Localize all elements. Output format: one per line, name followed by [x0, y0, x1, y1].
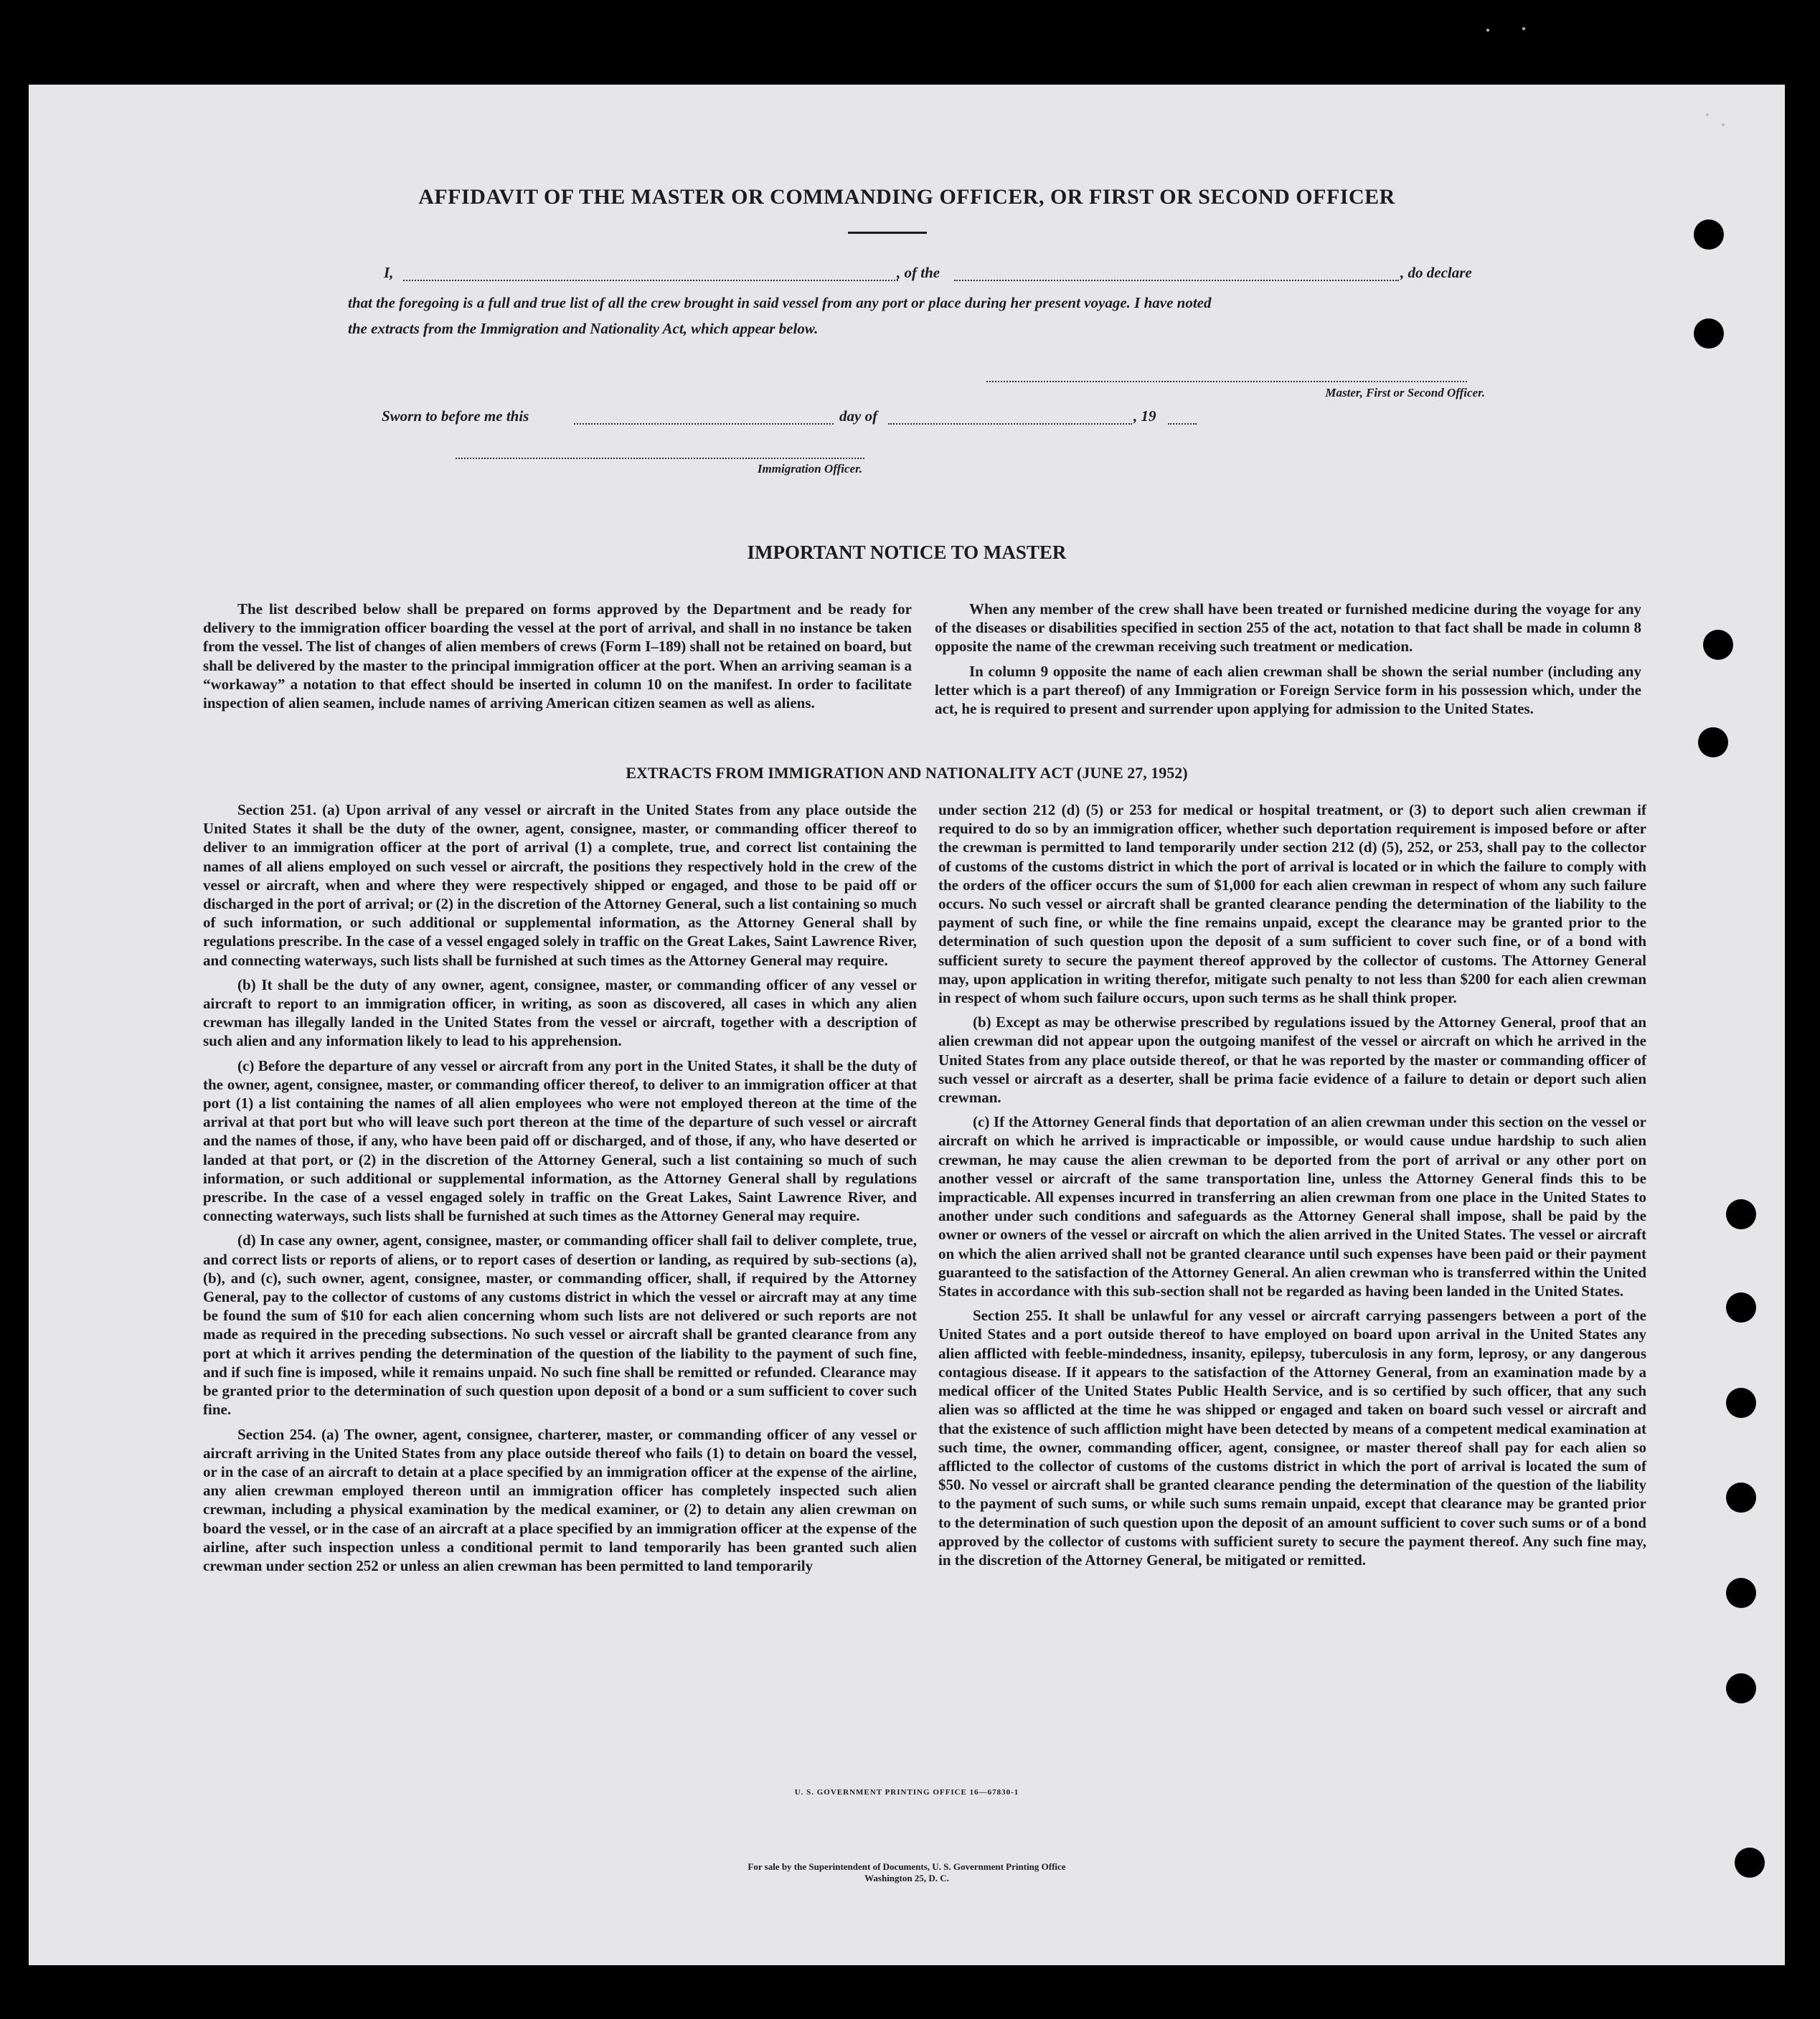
punch-hole: [1694, 219, 1724, 250]
section-251-d: (d) In case any owner, agent, consignee, master, or commanding officer shall fail to deliver complete, true, and correct lists or reports of aliens, or to report cases of desertion or landing, as required by sub-sections (a), (b), and (c), such owner, agent, consignee, master, or commanding officer, shall, if required by the Attorney General, pay to the collector of customs of any customs district in which the vessel or aircraft may at any time be found the sum of $10 for each alien concerning whom such lists are not delivered or such reports are not made as required in the preceding subsections. No such vessel or aircraft shall be granted clearance from any port at which it arrives pending the determination of the question of the liability to the payment of such fine, and if such fine is imposed, while it remains unpaid. No such fine shall be remitted or refunded. Clearance may be granted prior to the determination of such question upon deposit of a bond or a sum sufficient to cover such fine.: [203, 1231, 917, 1419]
scan-speck: [1486, 29, 1489, 32]
notice-right-column: [935, 600, 1641, 718]
punch-hole: [1726, 1388, 1756, 1418]
sworn-year-field[interactable]: [1168, 423, 1197, 425]
affidavit-statement-line1: that the foregoing is a full and true list of all the crew brought in said vessel from any port or place during her present voyage. I have noted: [348, 294, 1212, 311]
punch-hole: [1698, 727, 1728, 757]
affidavit-statement-line2: the extracts from the Immigration and Nationality Act, which appear below.: [348, 320, 819, 337]
punch-hole: [1726, 1292, 1756, 1323]
officer-signature-field[interactable]: [456, 458, 864, 459]
punch-hole: [1703, 630, 1733, 660]
affidavit-title: AFFIDAVIT OF THE MASTER OR COMMANDING OFFICER, OR FIRST OR SECOND OFFICER: [418, 185, 1395, 209]
notice-left-column: [203, 600, 912, 712]
affidavit-i-label: I,: [384, 264, 394, 281]
footer-line-2: Washington 25, D. C.: [864, 1873, 949, 1883]
master-signature-caption: Master, First or Second Officer.: [1325, 386, 1485, 399]
extracts-left-column: [203, 800, 917, 1575]
sworn-label: Sworn to before me this: [382, 407, 529, 425]
section-255: Section 255. It shall be unlawful for any vessel or aircraft carrying passengers between a port of the United States and a port outside thereof to have employed on board upon arrival in the United States any alien afflicted with feeble-mindedness, insanity, epilepsy, tuberculosis in any form, leprosy, or any dangerous contagious disease. If it appears to the satisfaction of the Attorney General, from an examination made by a medical officer of the United States Public Health Service, and is so certified by such officer, that any such alien was so afflicted at the time he was shipped or engaged and taken on board such vessel or aircraft and that the existence of such affliction might have been detected by means of a competent medical examination at such time, the owner, commanding officer, agent, consignee, or master thereof shall pay for each alien so afflicted to the collector of customs of the customs district in which the port of arrival is located the sum of $50. No vessel or aircraft shall be granted clearance pending the determination of the question of the liability to the payment of such sums, or while such sums remain unpaid, except that clearance may be granted prior to the determination of such question upon the deposit of an amount sufficient to cover such sums or of a bond approved by the collector of customs with sufficient surety to secure the payment thereof. Any such fine may, in the discretion of the Attorney General, be mitigated or remitted.: [938, 1307, 1646, 1569]
document-page: [29, 85, 1785, 1965]
punch-hole: [1726, 1483, 1756, 1513]
printer-line: U. S. GOVERNMENT PRINTING OFFICE 16—67830-1: [794, 1788, 1019, 1797]
day-of-label: day of: [839, 407, 878, 425]
extracts-right-column: [938, 800, 1646, 1569]
sworn-day-field[interactable]: [574, 423, 834, 425]
notice-right-paragraph-1: When any member of the crew shall have been treated or furnished medicine during the voyage for any of the diseases or disabilities specified in section 255 of the act, notation to that fact shall be made in column 8 opposite the name of the crewman receiving such treatment or medication.: [935, 600, 1641, 656]
name-field[interactable]: [403, 280, 898, 281]
section-251-b: (b) It shall be the duty of any owner, agent, consignee, master, or commanding officer of any vessel or aircraft to report to an immigration officer, in writing, as soon as discovered, all cases in which any alien crewman has illegally landed in the United States from the vessel or aircraft, together with a description of such alien and any information likely to lead to his apprehension.: [203, 975, 917, 1050]
section-254-b: (b) Except as may be otherwise prescribed by regulations issued by the Attorney General, proof that an alien crewman did not appear upon the outgoing manifest of the vessel or aircraft on which he arrived in the United States from any place outside thereof, or that he was reported by the master or commanding officer of such vessel or aircraft as a deserter, shall be prima facie evidence of a failure to detain or deport such alien crewman.: [938, 1013, 1646, 1107]
extracts-title: EXTRACTS FROM IMMIGRATION AND NATIONALITY ACT (JUNE 27, 1952): [626, 764, 1188, 782]
vessel-field[interactable]: [954, 280, 1399, 281]
title-rule: [848, 232, 927, 234]
scan-speck: [1706, 113, 1709, 116]
affidavit-declare-label: , do declare: [1400, 264, 1472, 281]
punch-hole: [1726, 1199, 1756, 1229]
master-signature-field[interactable]: [986, 381, 1467, 382]
officer-signature-caption: Immigration Officer.: [757, 462, 862, 476]
year-label: , 19: [1133, 407, 1156, 425]
punch-hole: [1726, 1673, 1756, 1703]
section-251-a: Section 251. (a) Upon arrival of any vessel or aircraft in the United States from any place outside the United States it shall be the duty of the owner, agent, consignee, master, or commanding officer thereof to deliver to an immigration officer at the port of arrival (1) a complete, true, and correct list containing the names of all aliens employed on such vessel or aircraft, the positions they respectively hold in the crew of the vessel or aircraft, when and where they were respectively shipped or engaged, and those to be paid off or discharged in the port of arrival; or (2) in the discretion of the Attorney General, such a list containing so much of such information, or such additional or supplemental information, as the Attorney General shall by regulations prescribe. In the case of a vessel engaged solely in traffic on the Great Lakes, Saint Lawrence River, and connecting waterways, such lists shall be furnished at such times as the Attorney General may require.: [203, 801, 917, 969]
affidavit-of-the-label: , of the: [897, 264, 940, 281]
sworn-month-field[interactable]: [888, 423, 1132, 425]
section-251-c: (c) Before the departure of any vessel or aircraft from any port in the United States, it shall be the duty of the owner, agent, consignee, master, or commanding officer thereof, to deliver to an immigration officer at that port (1) a list containing the names of all alien employees who were not employed thereon at the time of the arrival at that port but who will leave such port thereon at the time of the departure of such vessel or aircraft and the names of those, if any, who have been paid off or discharged, and of those, if any, who have deserted or landed at that port, or (2) in the discretion of the Attorney General, such a list containing so much of such information, or such additional or supplemental information, as the Attorney General shall by regulations prescribe. In the case of a vessel engaged solely in traffic on the Great Lakes, Saint Lawrence River, and connecting waterways, such lists shall be furnished at such times as the Attorney General may require.: [203, 1056, 917, 1225]
section-254-c: (c) If the Attorney General finds that deportation of an alien crewman under this section on the vessel or aircraft on which he arrived is impracticable or impossible, or would cause undue hardship to such alien crewman, he may cause the alien crewman to be deported from the port of arrival or any other port on another vessel or aircraft of the same transportation line, unless the Attorney General finds this to be impracticable. All expenses incurred in transferring an alien crewman from one place in the United States to another under such conditions and safeguards as the Attorney General shall impose, shall be paid by the owner or owners of the vessel or aircraft on which the alien arrived in the United States. The vessel or aircraft on which the alien arrived shall not be granted clearance until such expenses have been paid or their payment guaranteed to the satisfaction of the Attorney General. An alien crewman who is transferred within the United States in accordance with this sub-section shall not be regarded as having been landed in the United States.: [938, 1113, 1646, 1300]
section-254-a: Section 254. (a) The owner, agent, consignee, charterer, master, or commanding officer of any vessel or aircraft arriving in the United States from any place outside thereof who fails (1) to detain on board the vessel, or in the case of an aircraft to detain at a place specified by an immigration officer at the expense of the airline, any alien crewman employed thereon until an immigration officer has completely inspected such alien crewman, including a physical examination by the medical examiner, or (2) to detain any alien crewman on board the vessel, or in the case of an aircraft at a place specified by an immigration officer at the expense of the airline, after such inspection unless a conditional permit to land temporarily has been granted such alien crewman under section 252 or unless an alien crewman has been permitted to land temporarily: [203, 1425, 917, 1574]
punch-hole: [1694, 318, 1724, 349]
punch-hole: [1735, 1848, 1765, 1878]
footer-line-1: For sale by the Superintendent of Documents, U. S. Government Printing Office: [748, 1861, 1066, 1872]
notice-right-paragraph-2: In column 9 opposite the name of each alien crewman shall be shown the serial number (including any letter which is a part thereof) of any Immigration or Foreign Service form in his possession which, under the act, he is required to present and surrender upon applying for admission to the United States.: [935, 662, 1641, 718]
notice-title: IMPORTANT NOTICE TO MASTER: [747, 542, 1067, 563]
scan-speck: [1722, 123, 1725, 126]
section-254-a-continued: under section 212 (d) (5) or 253 for medical or hospital treatment, or (3) to deport such alien crewman if required to do so by an immigration officer, whether such deportation requirement is imposed before or after the crewman is permitted to land temporarily under section 212 (d) (5), 252, or 253, shall pay to the collector of customs of the customs district in which the port of arrival is located or in which the failure to comply with the orders of the officer occurs the sum of $1,000 for each alien crewman in respect of whom any such failure occurs. No such vessel or aircraft shall be granted clearance pending the determination of the liability to the payment of such fine, or while the fine remains unpaid, except the clearance may be granted prior to the determination of such question upon the deposit of a sum sufficient to cover such fine, or of a bond with sufficient surety to secure the payment thereof approved by the collector of customs. The Attorney General may, upon application in writing therefor, mitigate such penalty to not less than $200 for each alien crewman in respect of whom such failure occurs, upon such terms as he shall think proper.: [938, 801, 1646, 1007]
footer: [29, 1861, 1785, 1884]
scan-speck: [1522, 27, 1525, 30]
notice-left-paragraph: The list described below shall be prepared on forms approved by the Department and be ready for delivery to the immigration officer boarding the vessel at the port of arrival, and shall in no instance be taken from the vessel. The list of changes of alien members of crews (Form I–189) shall not be retained on board, but shall be delivered by the master to the principal immigration officer at the port. When an arriving seaman is a “workaway” a notation to that effect should be inserted in column 10 on the manifest. In order to facilitate inspection of alien seamen, include names of arriving American citizen seamen as well as aliens.: [203, 600, 912, 712]
punch-hole: [1726, 1578, 1756, 1608]
